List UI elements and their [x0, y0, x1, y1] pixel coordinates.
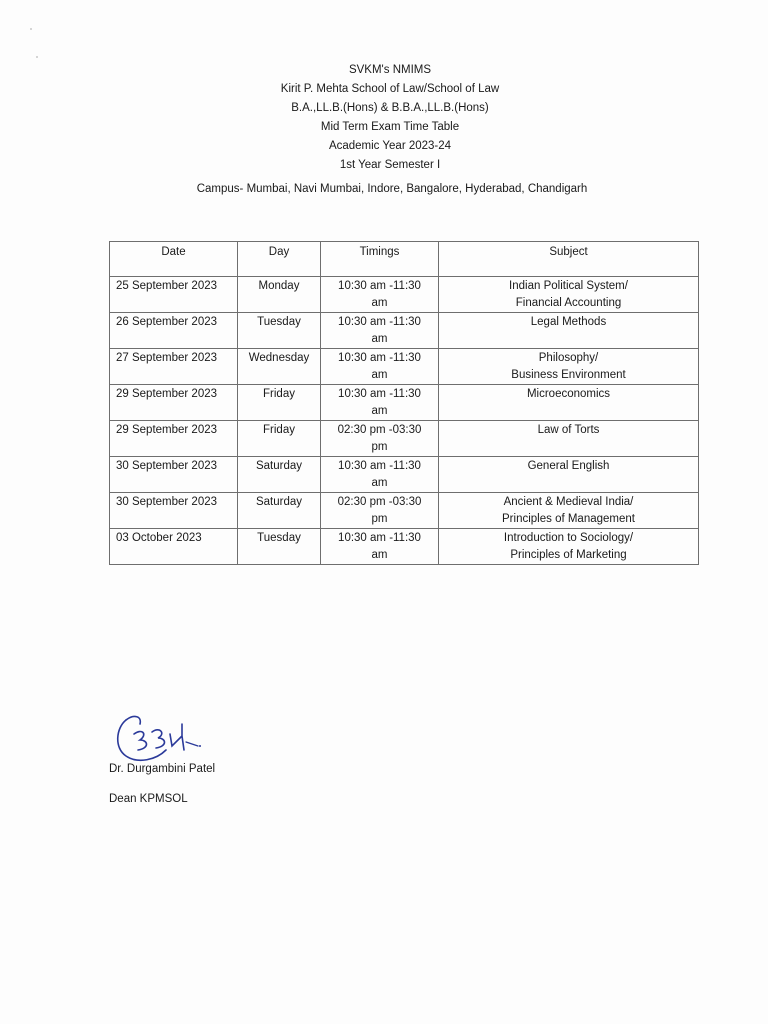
cell-date [110, 421, 238, 457]
cell-subject-line: Business Environment [511, 369, 626, 381]
cell-subject-line: Introduction to Sociology/ [503, 532, 634, 544]
signatory-name: Dr. Durgambini Patel [109, 763, 216, 775]
document-title: Mid Term Exam Time Table [320, 121, 460, 133]
cell-day [238, 277, 321, 313]
cell-day-line: Saturday [255, 496, 303, 508]
cell-timings-line: am [371, 405, 388, 417]
table-row [110, 385, 699, 421]
cell-subject-line: Ancient & Medieval India/ [503, 496, 634, 508]
cell-day [238, 385, 321, 421]
cell-timings-line: 10:30 am -11:30 [338, 388, 421, 400]
table-row [110, 421, 699, 457]
cell-timings [321, 529, 439, 565]
header-subject: Subject [439, 242, 699, 277]
table-row [110, 529, 699, 565]
cell-timings [321, 421, 439, 457]
cell-day-line: Wednesday [248, 352, 310, 364]
cell-timings [321, 349, 439, 385]
cell-date-line: 03 October 2023 [116, 532, 202, 544]
cell-day [238, 313, 321, 349]
cell-timings [321, 385, 439, 421]
cell-date [110, 493, 238, 529]
header-day: Day [238, 242, 321, 277]
cell-subject-line: Microeconomics [526, 388, 611, 400]
cell-timings-line: 02:30 pm -03:30 [337, 424, 422, 436]
cell-timings [321, 493, 439, 529]
cell-date [110, 277, 238, 313]
cell-timings-line: 10:30 am -11:30 [338, 352, 421, 364]
cell-date-line: 29 September 2023 [116, 388, 218, 400]
cell-date-line: 25 September 2023 [116, 280, 218, 292]
cell-timings-line: am [371, 369, 388, 381]
cell-date [110, 457, 238, 493]
cell-subject [439, 421, 699, 457]
document-header [0, 61, 768, 175]
cell-timings-line: pm [371, 513, 388, 525]
cell-timings-line: 02:30 pm -03:30 [337, 496, 422, 508]
timetable [109, 241, 699, 565]
cell-day [238, 457, 321, 493]
cell-timings [321, 313, 439, 349]
cell-day [238, 421, 321, 457]
cell-date-line: 26 September 2023 [116, 316, 218, 328]
cell-date [110, 313, 238, 349]
cell-day-line: Tuesday [257, 532, 301, 544]
cell-timings [321, 277, 439, 313]
cell-day-line: Tuesday [257, 316, 301, 328]
header-date: Date [110, 242, 238, 277]
header-timings: Timings [321, 242, 439, 277]
cell-subject [439, 349, 699, 385]
cell-day-line: Saturday [255, 460, 303, 472]
cell-subject-line: Legal Methods [530, 316, 607, 328]
cell-timings-line: 10:30 am -11:30 [338, 280, 421, 292]
cell-day-line: Friday [263, 424, 295, 436]
cell-subject [439, 385, 699, 421]
cell-subject-line: Principles of Management [502, 513, 635, 525]
cell-subject [439, 529, 699, 565]
cell-subject-line: General English [527, 460, 610, 472]
cell-subject-line: Financial Accounting [515, 297, 622, 309]
table-row [110, 349, 699, 385]
cell-date [110, 385, 238, 421]
cell-subject-line: Philosophy/ [538, 352, 599, 364]
cell-subject [439, 457, 699, 493]
timetable-body [110, 277, 699, 565]
cell-day [238, 529, 321, 565]
cell-timings-line: 10:30 am -11:30 [338, 532, 421, 544]
cell-timings-line: 10:30 am -11:30 [338, 460, 421, 472]
signatory-designation: Dean KPMSOL [109, 793, 188, 805]
scan-speck [30, 28, 32, 30]
cell-subject-line: Principles of Marketing [510, 549, 627, 561]
cell-timings-line: 10:30 am -11:30 [338, 316, 421, 328]
cell-subject [439, 493, 699, 529]
table-header-row [110, 242, 699, 277]
institution-name: SVKM's NMIMS [348, 64, 432, 76]
cell-subject [439, 277, 699, 313]
programme-name: B.A.,LL.B.(Hons) & B.B.A.,LL.B.(Hons) [291, 102, 489, 114]
cell-day [238, 493, 321, 529]
cell-subject-line: Law of Torts [537, 424, 600, 436]
cell-timings-line: pm [371, 441, 388, 453]
semester: 1st Year Semester I [339, 159, 441, 171]
scan-speck [36, 56, 38, 58]
cell-date-line: 29 September 2023 [116, 424, 218, 436]
cell-date-line: 27 September 2023 [116, 352, 218, 364]
table-row [110, 277, 699, 313]
cell-timings-line: am [371, 333, 388, 345]
cell-timings-line: am [371, 477, 388, 489]
cell-date [110, 529, 238, 565]
cell-date [110, 349, 238, 385]
academic-year: Academic Year 2023-24 [328, 140, 452, 152]
table-row [110, 313, 699, 349]
cell-timings [321, 457, 439, 493]
campus-list: Campus- Mumbai, Navi Mumbai, Indore, Bangalore, Hyderabad, Chandigarh [196, 183, 588, 195]
cell-timings-line: am [371, 549, 388, 561]
cell-date-line: 30 September 2023 [116, 460, 218, 472]
cell-day-line: Monday [258, 280, 300, 292]
cell-timings-line: am [371, 297, 388, 309]
cell-subject-line: Indian Political System/ [509, 280, 628, 292]
signature [112, 706, 222, 768]
cell-subject [439, 313, 699, 349]
cell-day [238, 349, 321, 385]
school-name: Kirit P. Mehta School of Law/School of Law [280, 83, 500, 95]
cell-date-line: 30 September 2023 [116, 496, 218, 508]
table-row [110, 457, 699, 493]
table-row [110, 493, 699, 529]
cell-day-line: Friday [263, 388, 295, 400]
